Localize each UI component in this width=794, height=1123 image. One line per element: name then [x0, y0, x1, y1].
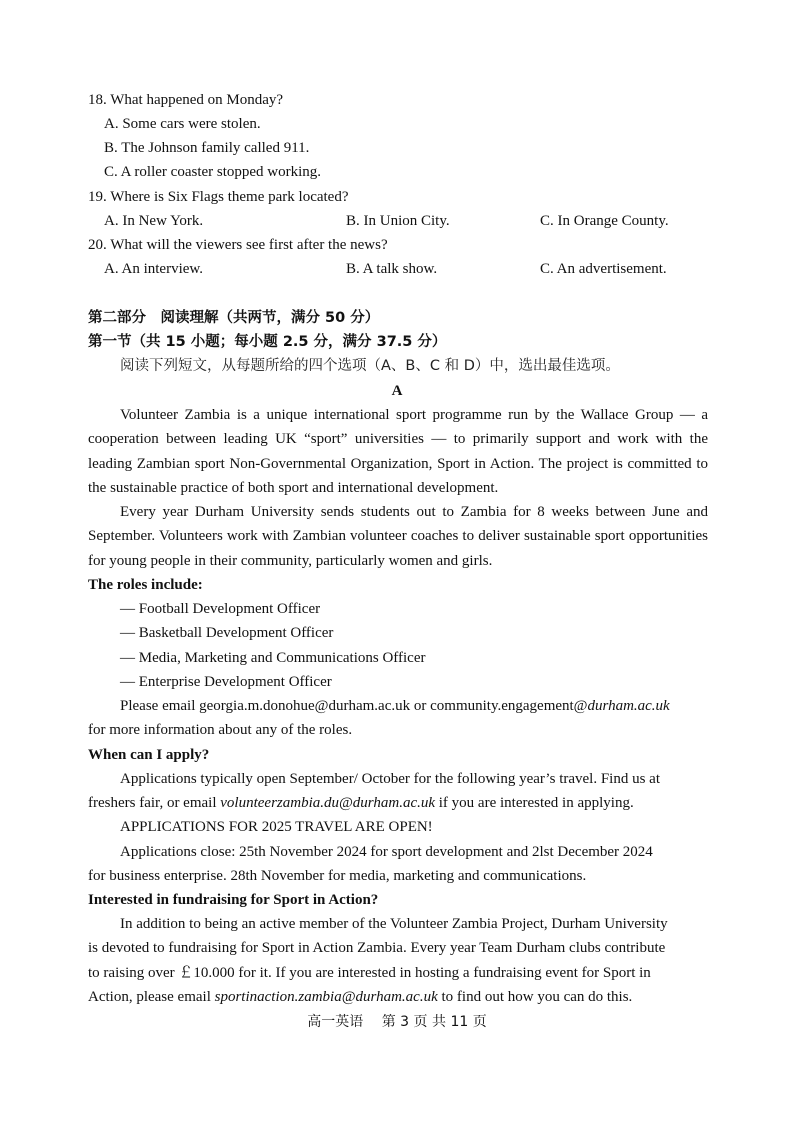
fund-line-2: is devoted to fundraising for Sport in Action Zambia. Every year Team Durham clubs contribute [88, 940, 666, 956]
apply-email: volunteerzambia.du@durham.ac.uk [220, 795, 436, 811]
role-item: — Basketball Development Officer [120, 625, 334, 641]
q20-stem: 20. What will the viewers see first after the news? [88, 237, 388, 253]
email-line [120, 696, 670, 716]
apply-line-1: Applications typically open September/ October for the following year’s travel. Find us at [120, 771, 661, 787]
q19-option-b: B. In Union City. [346, 213, 450, 229]
q20-option-a: A. An interview. [104, 261, 204, 277]
role-item: — Enterprise Development Officer [120, 674, 332, 690]
q18-option-a: A. Some cars were stolen. [104, 116, 261, 132]
close-line-1: Applications close: 25th November 2024 for sport development and 2lst December 2024 [120, 844, 653, 860]
q20-option-c: C. An advertisement. [540, 261, 667, 277]
q18-option-b: B. The Johnson family called 911. [104, 140, 310, 156]
paragraph-1: Volunteer Zambia is a unique international sport programme run by the Wallace Group — a cooperation between leading UK “sport” universities — to primarily support and work with the leading Zambian sport Non-Governmental Organization, Sport in Action. The project is committed to the sustainable practice of both sport and international development. [88, 407, 708, 496]
paragraph-2: Every year Durham University sends students out to Zambia for 8 weeks between June and September. Volunteers work with Zambian volunteer coaches to deliver sustainable sport opportunities for young people in their community, particularly women and girls. [88, 504, 708, 569]
fund-line-3: to raising over ￡10.000 for it. If you are interested in hosting a fundraising event for Sport in [88, 965, 651, 981]
fund-line-1: In addition to being an active member of the Volunteer Zambia Project, Durham University [120, 916, 668, 932]
apply-line-2 [88, 793, 634, 813]
apply-heading: When can I apply? [88, 747, 210, 763]
apply-text: freshers fair, or email [88, 795, 221, 811]
role-item: — Football Development Officer [120, 601, 321, 617]
q18-stem: 18. What happened on Monday? [88, 92, 284, 108]
apply-text-end: if you are interested in applying. [435, 795, 634, 811]
q18-option-c: C. A roller coaster stopped working. [104, 164, 322, 180]
fund-email: sportinaction.zambia@durham.ac.uk [214, 989, 438, 1005]
applications-open: APPLICATIONS FOR 2025 TRAVEL ARE OPEN! [120, 819, 433, 835]
fund-text: Action, please email [88, 989, 215, 1005]
fund-text-end: to find out how you can do this. [437, 989, 633, 1005]
passage-label: A [391, 383, 403, 399]
q19-stem: 19. Where is Six Flags theme park located? [88, 189, 349, 205]
section-title: 第一节（共 15 小题；每小题 2.5 分，满分 37.5 分） [88, 334, 447, 350]
part-title: 第二部分 阅读理解（共两节，满分 50 分） [88, 310, 380, 326]
email-domain: durham.ac.uk [587, 698, 670, 714]
close-line-2: for business enterprise. 28th November for media, marketing and communications. [88, 868, 587, 884]
email-text: Please email georgia.m.donohue@durham.ac.uk or community.engagement@ [120, 698, 588, 714]
q19-option-a: A. In New York. [104, 213, 204, 229]
page-footer: 高一英语 第 3 页 共 11 页 [307, 1014, 487, 1030]
instruction: 阅读下列短文，从每题所给的四个选项（A、B、C 和 D）中，选出最佳选项。 [120, 358, 620, 374]
email-line-2: for more information about any of the roles. [88, 722, 353, 738]
q20-option-b: B. A talk show. [346, 261, 438, 277]
fund-line-4 [88, 987, 632, 1007]
roles-heading: The roles include: [88, 577, 203, 593]
role-item: — Media, Marketing and Communications Officer [120, 650, 426, 666]
q19-option-c: C. In Orange County. [540, 213, 669, 229]
fund-heading: Interested in fundraising for Sport in Action? [88, 892, 379, 908]
